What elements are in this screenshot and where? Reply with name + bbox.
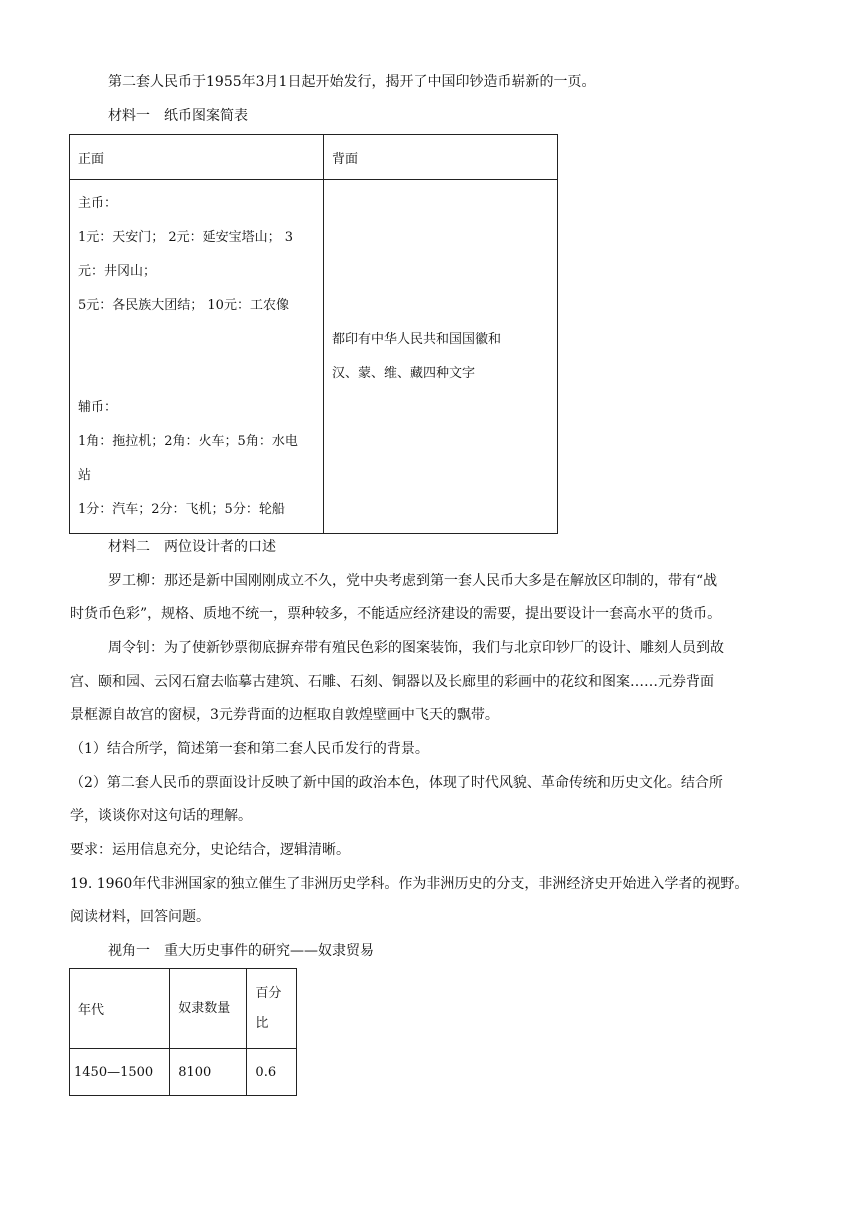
front-cell [70, 180, 324, 534]
banknote-pattern-table [69, 134, 558, 534]
front-line: 1分：汽车；2分：飞机；5分：轮船 [78, 502, 285, 517]
front-line: 1角：拖拉机；2角：火车；5角：水电 [78, 434, 298, 449]
question-1: （1）结合所学，简述第一套和第二套人民币发行的背景。 [70, 741, 429, 757]
cell-era: 1450—1500 [70, 1049, 170, 1096]
header-front: 正面 [70, 135, 324, 180]
front-line: 辅币： [78, 400, 118, 415]
cell-count: 8100 [170, 1049, 247, 1096]
front-line: 主币： [78, 196, 118, 211]
material2-line: 宫、颐和园、云冈石窟去临摹古建筑、石雕、石刻、铜器以及长廊里的彩画中的花纹和图案……元券背面 [70, 674, 714, 690]
header-percent: 百分比 [247, 969, 297, 1049]
back-line: 都印有中华人民共和国国徽和 [332, 331, 502, 347]
header-back: 背面 [324, 135, 558, 180]
header-count: 奴隶数量 [170, 969, 247, 1049]
requirement: 要求：运用信息充分，史论结合，逻辑清晰。 [70, 842, 350, 858]
q19-text: 19. 1960年代非洲国家的独立催生了非洲历史学科。作为非洲历史的分支，非洲经济史开始进入学者的视野。 [70, 876, 749, 892]
front-line: 5元：各民族大团结； 10元：工农像 [78, 298, 289, 313]
front-line: 元：井冈山； [78, 264, 157, 279]
header-era: 年代 [70, 969, 170, 1049]
back-cell [324, 180, 558, 534]
material2-title: 材料二 两位设计者的口述 [108, 539, 276, 555]
front-line [78, 323, 315, 357]
material1-title: 材料一 纸币图案简表 [108, 108, 248, 124]
question-2: （2）第二套人民币的票面设计反映了新中国的政治本色，体现了时代风貌、革命传统和历史文化。结合所 [70, 775, 723, 791]
front-line: 站 [78, 468, 92, 483]
intro-text: 第二套人民币于1955年3月1日起开始发行，揭开了中国印钞造币崭新的一页。 [108, 74, 596, 90]
q19-text: 阅读材料，回答问题。 [70, 909, 210, 925]
material2-line: 景框源自故宫的窗棂，3元券背面的边框取自敦煌壁画中飞天的飘带。 [70, 707, 499, 723]
material2-line: 罗工柳：那还是新中国刚刚成立不久，党中央考虑到第一套人民币大多是在解放区印制的，带有“战 [108, 573, 718, 589]
front-line: 1元：天安门； 2元：延安宝塔山； 3 [78, 230, 294, 245]
view1-title: 视角一 重大历史事件的研究——奴隶贸易 [108, 943, 374, 959]
cell-percent: 0.6 [247, 1049, 297, 1096]
question-2-cont: 学，谈谈你对这句话的理解。 [70, 808, 252, 824]
back-line: 汉、蒙、维、藏四种文字 [332, 365, 476, 381]
front-line [78, 357, 315, 391]
slave-trade-table [69, 968, 297, 1096]
material2-line: 时货币色彩”，规格、质地不统一，票种较多，不能适应经济建设的需要，提出要设计一套高水平的货币。 [70, 606, 722, 622]
material2-line: 周令钊：为了使新钞票彻底摒弃带有殖民色彩的图案装饰，我们与北京印钞厂的设计、雕刻人员到故 [108, 640, 724, 656]
